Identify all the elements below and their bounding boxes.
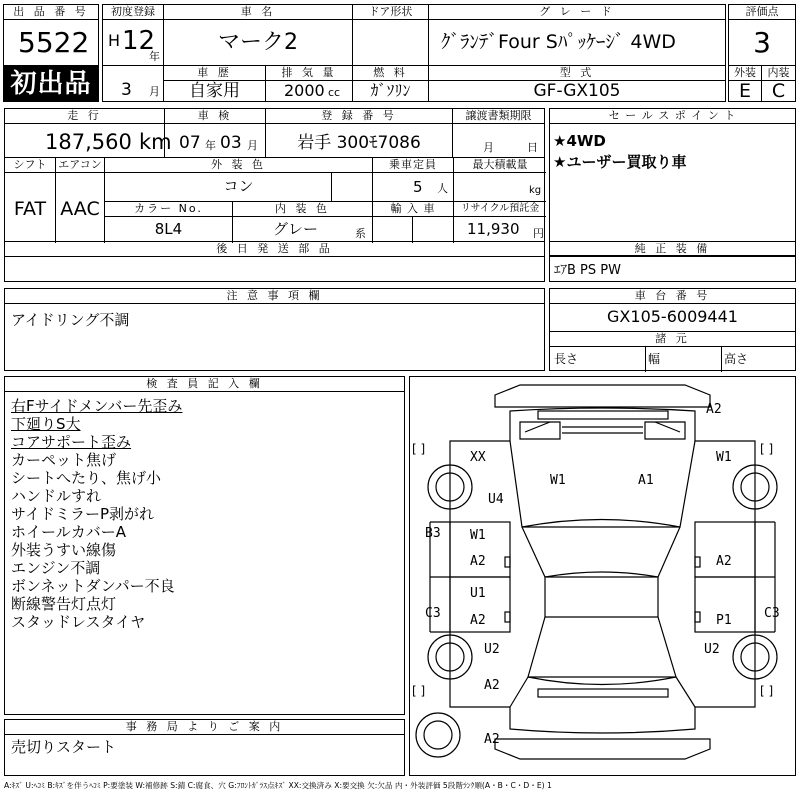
recycle-label: リサイクル預託金 xyxy=(454,202,546,217)
shift-value: FAT xyxy=(13,198,47,220)
inspector-note: 断線警告灯点灯 xyxy=(11,595,117,613)
transfer-month: 月 xyxy=(483,141,494,154)
interior-color-label: 内 装 色 xyxy=(233,202,372,217)
bracket-mark: [ ] xyxy=(760,442,774,456)
car-diagram xyxy=(409,376,796,776)
mark-left-front-door-a2: A2 xyxy=(470,554,486,569)
interior-grade-value: C xyxy=(771,80,786,102)
spec-grid xyxy=(4,157,545,242)
equipment-box xyxy=(549,241,796,282)
mark-left-rear-door-u1: U1 xyxy=(470,586,486,601)
inspector-note: ハンドルすれ xyxy=(11,487,102,505)
bracket-mark: [ ] xyxy=(760,684,774,698)
recycle-value: 11,930 xyxy=(467,220,520,238)
sales-point-line-1: ★4WD xyxy=(553,132,606,150)
registration-label: 登 録 番 号 xyxy=(266,109,452,124)
capacity-value: 5 xyxy=(413,178,423,196)
inspection-month: 03 xyxy=(220,133,242,153)
interior-grade-label: 内装 xyxy=(762,66,795,81)
fuel-label: 燃 料 xyxy=(353,66,428,81)
exterior-grade-label: 外装 xyxy=(729,66,761,81)
year-unit: 年 xyxy=(149,50,160,63)
model-label: 型 式 xyxy=(429,66,725,81)
mileage-unit: km xyxy=(139,130,172,154)
transfer-box xyxy=(452,108,545,158)
legend: A:ｷｽﾞ U:ﾍｺﾐ B:ｷｽﾞを伴うﾍｺﾐ P:要塗装 W:補修跡 S:錆 C:腐食、穴 G:ﾌﾛﾝﾄｶﾞﾗｽ点ｷｽﾞ XX:交換済み X:要交換 欠:欠品 内・外装評価 5段階ﾗﾝｸ順(A・B・C・D・E) 1 xyxy=(4,781,552,790)
aircon-value: AAC xyxy=(60,198,100,220)
mark-hood-right: A1 xyxy=(638,473,654,488)
score-value: 3 xyxy=(753,26,771,59)
max-load-unit: kg xyxy=(529,185,542,196)
inspection-box xyxy=(164,108,266,158)
grade-label: グ レ ー ド xyxy=(429,5,725,20)
grade-box xyxy=(428,4,726,66)
car-outline-drawing xyxy=(410,377,795,775)
fuel-value: ｶﾞｿﾘﾝ xyxy=(370,81,411,100)
office-box xyxy=(4,719,405,776)
chassis-label: 車 台 番 号 xyxy=(550,289,795,304)
capacity-label: 乗車定員 xyxy=(373,158,453,173)
mark-left-pillar: B3 xyxy=(425,526,441,541)
month-unit: 月 xyxy=(149,85,160,98)
mark-hood-left: W1 xyxy=(550,473,566,488)
inspector-note: ホイールカバーA xyxy=(11,523,126,541)
color-no-label: カラー No. xyxy=(105,202,232,217)
mark-fender-right: W1 xyxy=(716,450,732,465)
later-parts-label: 後 日 発 送 部 品 xyxy=(5,242,544,257)
fuel-box xyxy=(352,65,429,102)
grade-value: ｸﾞﾗﾝﾃﾞFour Sﾊﾟｯｹｰｼﾞ 4WD xyxy=(441,31,676,53)
era: H xyxy=(108,31,121,50)
sales-point-box xyxy=(549,108,796,256)
sales-point-line-2: ★ユーザー買取り車 xyxy=(553,153,687,171)
dims-height: 高さ xyxy=(724,352,749,366)
bracket-mark: [ ] xyxy=(412,442,426,456)
mark-left-front-door-w1: W1 xyxy=(470,528,486,543)
chassis-box xyxy=(549,288,796,371)
inspector-note: 下廻りS大 xyxy=(11,415,81,433)
office-label: 事 務 局 よ り ご 案 内 xyxy=(5,720,404,735)
door-label: ドア形状 xyxy=(353,5,428,20)
inspector-note: スタッドレスタイヤ xyxy=(11,613,146,631)
inspector-list xyxy=(11,397,182,631)
history-box xyxy=(163,65,266,102)
displacement-unit: cc xyxy=(328,86,341,99)
history-value: 自家用 xyxy=(189,81,240,101)
first-listing-badge: 初出品 xyxy=(3,66,99,102)
inspection-label: 車 検 xyxy=(165,109,265,124)
score-box xyxy=(728,4,796,66)
car-name-box xyxy=(163,4,353,66)
inspector-note: サイドミラーP剥がれ xyxy=(11,505,154,523)
interior-grade-box xyxy=(761,65,796,102)
mileage-box xyxy=(4,108,172,158)
inspection-year: 07 xyxy=(179,133,201,153)
capacity-unit: 人 xyxy=(437,182,448,195)
mark-right-rear-door: P1 xyxy=(716,613,732,628)
mileage-value: 187,560 xyxy=(45,130,132,154)
exterior-grade-value: E xyxy=(738,80,751,102)
inspector-note: カーペット焦げ xyxy=(11,451,117,469)
mark-left-rear-door-a2: A2 xyxy=(470,613,486,628)
inspector-note: シートへたり、焦げ小 xyxy=(11,469,162,487)
mark-front-right: A2 xyxy=(706,402,722,417)
mark-rear-bumper: A2 xyxy=(484,732,500,747)
lot-label: 出 品 番 号 xyxy=(4,5,98,20)
mark-right-front-door: A2 xyxy=(716,554,732,569)
interior-color-suffix: 系 xyxy=(355,227,366,240)
lot-number: 5522 xyxy=(18,26,90,59)
office-value: 売切りスタート xyxy=(11,738,117,756)
chassis-value: GX105-6009441 xyxy=(607,307,738,326)
inspector-note: 外装うすい線傷 xyxy=(11,541,117,559)
registration-value: 岩手 300ﾓ7086 xyxy=(297,133,421,153)
dims-width: 幅 xyxy=(648,352,661,366)
mark-right-sill: C3 xyxy=(764,606,780,621)
displacement-box xyxy=(265,65,353,102)
mark-fender-left: XX xyxy=(470,450,486,465)
inspection-year-unit: 年 xyxy=(205,139,216,152)
inspection-month-unit: 月 xyxy=(247,139,258,152)
car-name-label: 車 名 xyxy=(164,5,352,20)
max-load-label: 最大積載量 xyxy=(454,158,546,173)
first-reg-month-box xyxy=(102,65,164,102)
mark-left-sill: C3 xyxy=(425,606,441,621)
exterior-grade-box xyxy=(728,65,762,102)
model-value: GF-GX105 xyxy=(533,81,621,101)
score-label: 評価点 xyxy=(729,5,795,20)
transfer-day: 日 xyxy=(527,141,538,154)
first-registration-label: 初度登録 xyxy=(103,5,163,20)
mileage-label: 走 行 xyxy=(5,109,164,124)
mark-left-rear-fender: U2 xyxy=(484,642,500,657)
inspector-box xyxy=(4,376,405,715)
inspector-note: 右Fサイドメンバー先歪み xyxy=(11,397,183,415)
caution-label: 注 意 事 項 欄 xyxy=(5,289,544,304)
equipment-value: ｴｱB PS PW xyxy=(554,263,621,278)
sales-point-label: セ ー ル ス ポ イ ン ト xyxy=(550,109,795,124)
history-label: 車 歴 xyxy=(164,66,265,81)
displacement-label: 排 気 量 xyxy=(266,66,352,81)
dims-length: 長さ xyxy=(554,352,579,366)
door-box xyxy=(352,4,429,66)
first-registration-box xyxy=(102,4,164,66)
exterior-color-value: コン xyxy=(223,177,254,195)
model-box xyxy=(428,65,726,102)
interior-color-value: グレー xyxy=(273,220,319,238)
inspector-label: 検 査 員 記 入 欄 xyxy=(5,377,404,392)
caution-box xyxy=(4,288,545,371)
aircon-label: エアコン xyxy=(56,158,104,173)
import-label: 輸 入 車 xyxy=(373,202,453,217)
shift-label: シフト xyxy=(5,158,55,173)
inspector-note: ボンネットダンパー不良 xyxy=(11,577,175,595)
color-no-value: 8L4 xyxy=(154,220,183,238)
car-name-value: マーク2 xyxy=(218,30,298,55)
inspector-note: エンジン不調 xyxy=(11,559,101,577)
recycle-unit: 円 xyxy=(533,227,544,240)
exterior-color-label: 外 装 色 xyxy=(105,158,372,173)
equipment-label: 純 正 装 備 xyxy=(550,242,795,257)
displacement-value: 2000 xyxy=(284,81,325,100)
registration-box xyxy=(265,108,453,158)
month-value: 3 xyxy=(121,80,132,100)
dims-label: 諸 元 xyxy=(550,332,795,347)
mark-left-rear-qtr: A2 xyxy=(484,678,500,693)
lot-box xyxy=(3,4,99,66)
inspector-note: コアサポート歪み xyxy=(11,433,132,451)
bracket-mark: [ ] xyxy=(412,684,426,698)
transfer-label: 譲渡書類期限 xyxy=(453,109,544,124)
year-value: 12 xyxy=(122,26,156,56)
mark-right-rear-fender: U2 xyxy=(704,642,720,657)
later-parts-box xyxy=(4,241,545,282)
caution-value: アイドリング不調 xyxy=(11,311,130,329)
mark-left-u4: U4 xyxy=(488,492,504,507)
